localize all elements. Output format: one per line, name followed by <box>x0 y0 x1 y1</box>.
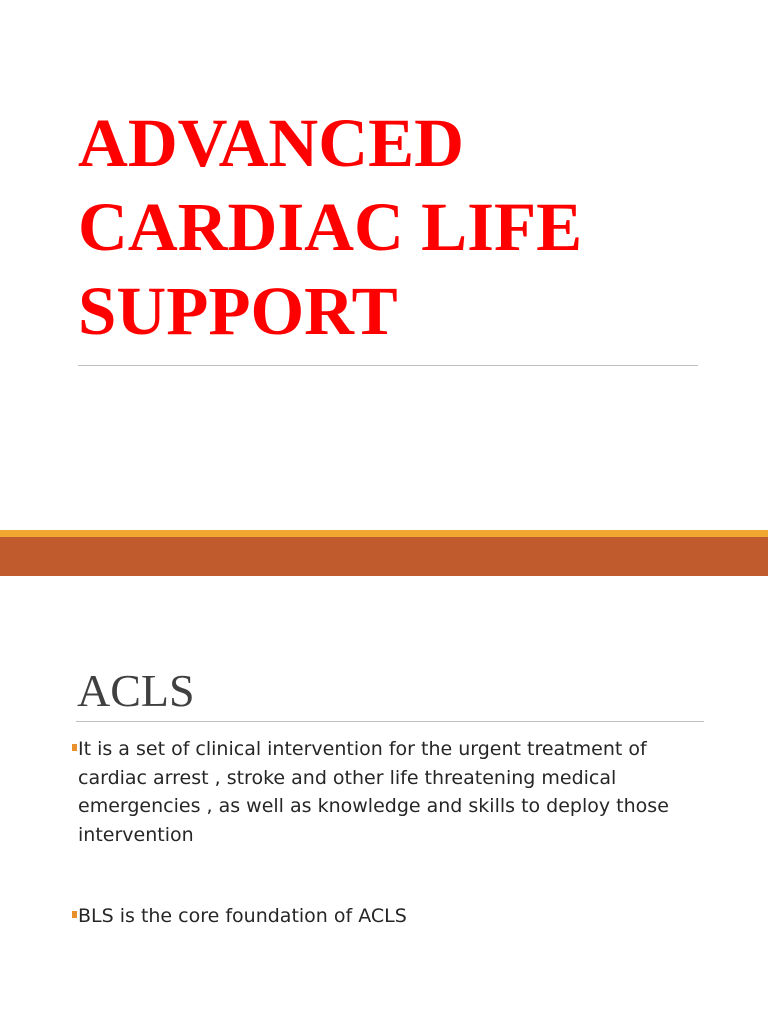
title-line-1: ADVANCED <box>78 105 464 181</box>
slide-divider-light-band <box>0 530 768 537</box>
slide-title <box>78 101 738 353</box>
bullet-item <box>72 735 712 849</box>
content-slide <box>0 576 768 1024</box>
title-line-3: SUPPORT <box>78 273 398 349</box>
heading-underline-rule <box>76 721 704 722</box>
bullet-item <box>72 902 712 931</box>
section-heading: ACLS <box>77 665 195 716</box>
title-line-2: CARDIAC LIFE <box>78 189 583 265</box>
square-bullet-icon <box>72 744 77 751</box>
slide-divider-dark-band <box>0 537 768 576</box>
title-underline-rule <box>78 365 698 366</box>
square-bullet-icon <box>72 911 77 918</box>
bullet-text: BLS is the core foundation of ACLS <box>78 905 407 927</box>
bullet-text: It is a set of clinical intervention for the urgent treatment of cardiac arrest , stroke and other life threatening medical emergencies , as well as knowledge and skills to deploy those intervention <box>78 738 669 846</box>
